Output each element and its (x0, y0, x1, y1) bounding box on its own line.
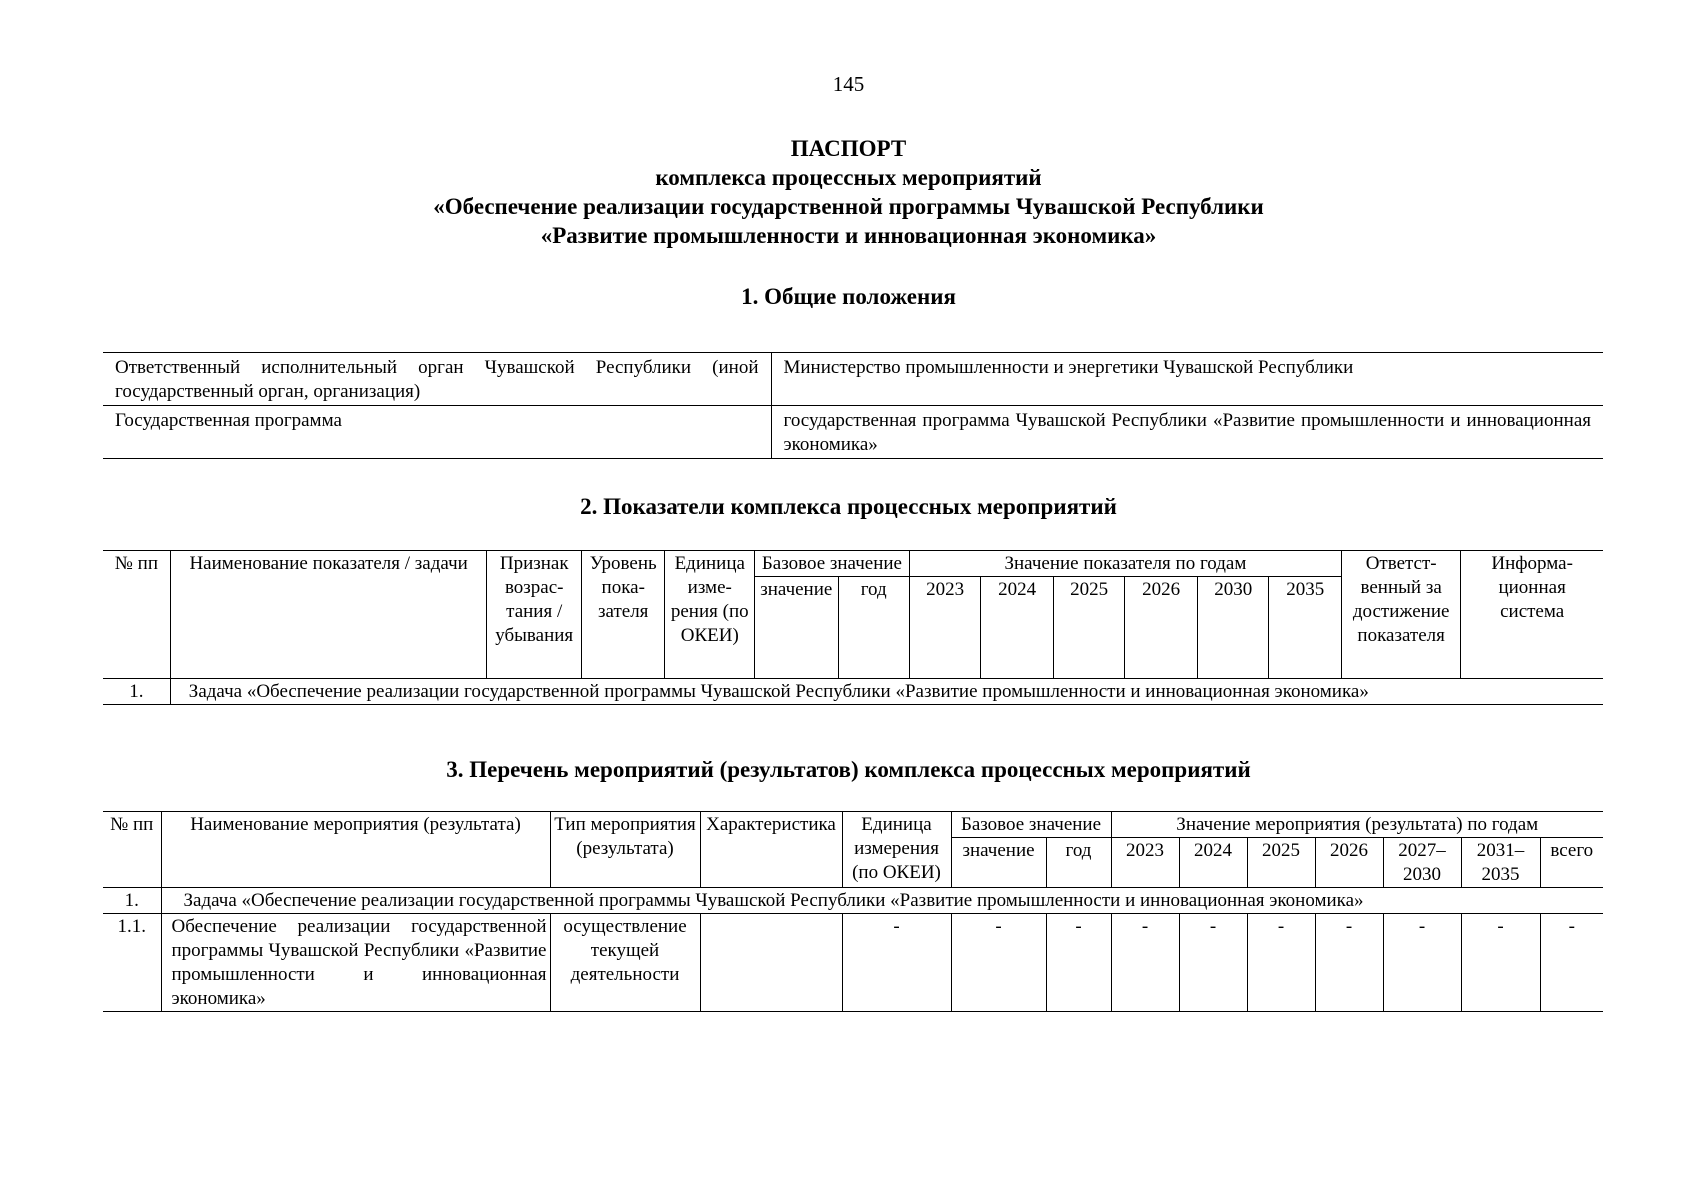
table-row (103, 888, 1603, 914)
col-num-header: № пп (103, 551, 170, 679)
col-unit-header: Единица измерения (по ОКЕИ) (665, 551, 755, 679)
item-year-value: - (1540, 914, 1603, 1012)
task-text: Задача «Обеспечение реализации государственной программы Чувашской Республики «Развитие промышленности и инновационная экономика» (161, 888, 1603, 914)
table-row (103, 679, 1603, 705)
program-label: Государственная программа (103, 406, 771, 459)
col-base-header: Базовое значение (951, 812, 1111, 838)
indicators-table (103, 550, 1603, 705)
item-num: 1.1. (103, 914, 161, 1012)
responsible-value: Министерство промышленности и энергетики Чувашской Республики (771, 353, 1603, 406)
col-years-header: Значение мероприятия (результата) по годам (1111, 812, 1603, 838)
general-info-table (103, 352, 1603, 459)
responsible-label: Ответственный исполнительный орган Чувашской Республики (иной государственный орган, организация) (103, 353, 771, 406)
task-num: 1. (103, 888, 161, 914)
col-base-value-header: значение (951, 838, 1046, 888)
year-header: 2030 (1197, 577, 1269, 679)
task-text: Задача «Обеспечение реализации государственной программы Чувашской Республики «Развитие промышленности и инновационная экономика» (170, 679, 1603, 705)
document-title-line4: «Развитие промышленности и инновационная экономика» (540, 223, 1157, 248)
col-base-value-header: значение (755, 577, 838, 679)
col-info-header: Информационная система (1461, 551, 1603, 679)
year-header: всего (1540, 838, 1603, 888)
col-base-header: Базовое значение (755, 551, 910, 577)
program-value: государственная программа Чувашской Республики «Развитие промышленности и инновационная экономика» (771, 406, 1603, 459)
col-num-header: № пп (103, 812, 161, 888)
section3-heading: 3. Перечень мероприятий (результатов) комплекса процессных мероприятий (446, 757, 1251, 782)
year-header: 2023 (909, 577, 981, 679)
document-subtitle: комплекса процессных мероприятий (655, 165, 1042, 190)
year-header: 2024 (1179, 838, 1247, 888)
col-name-header: Наименование мероприятия (результата) (161, 812, 550, 888)
col-type-header: Тип мероприятия (результата) (550, 812, 700, 888)
col-name-header: Наименование показателя / задачи (170, 551, 487, 679)
item-year-value: - (1247, 914, 1315, 1012)
document-title: ПАСПОРТ (790, 136, 907, 161)
table-row (103, 353, 1603, 406)
item-base-year: - (1046, 914, 1111, 1012)
item-year-value: - (1179, 914, 1247, 1012)
col-base-year-header: год (1046, 838, 1111, 888)
year-header: 2026 (1315, 838, 1383, 888)
item-year-value: - (1315, 914, 1383, 1012)
item-year-value: - (1383, 914, 1461, 1012)
year-header: 2025 (1247, 838, 1315, 888)
item-name: Обеспечение реализации государственной программы Чувашской Республики «Развитие промышленности и инновационная экономика» (161, 914, 550, 1012)
col-base-year-header: год (838, 577, 909, 679)
year-header: 2024 (981, 577, 1054, 679)
section2-heading: 2. Показатели комплекса процессных мероприятий (580, 494, 1117, 519)
col-unit-header: Единица измерения (по ОКЕИ) (842, 812, 951, 888)
item-char (700, 914, 842, 1012)
page-number: 145 (832, 72, 865, 96)
item-unit: - (842, 914, 951, 1012)
col-level-header: Уровень показателя (581, 551, 665, 679)
table-row (103, 914, 1603, 1012)
item-year-value: - (1461, 914, 1540, 1012)
col-char-header: Характеристика (700, 812, 842, 888)
item-type: осуществление текущей деятельности (550, 914, 700, 1012)
year-header: 2026 (1125, 577, 1198, 679)
item-year-value: - (1111, 914, 1179, 1012)
document-title-line3: «Обеспечение реализации государственной программы Чувашской Республики (433, 194, 1264, 219)
col-sign-header: Признак возрастания / убывания (487, 551, 581, 679)
header-row (103, 812, 1603, 838)
header-row (103, 551, 1603, 577)
year-header: 2031–2035 (1461, 838, 1540, 888)
year-header: 2027–2030 (1383, 838, 1461, 888)
col-years-header: Значение показателя по годам (909, 551, 1341, 577)
section1-heading: 1. Общие положения (741, 284, 956, 309)
table-row (103, 406, 1603, 459)
year-header: 2035 (1269, 577, 1342, 679)
measures-table (103, 811, 1603, 1012)
task-num: 1. (103, 679, 170, 705)
year-header: 2023 (1111, 838, 1179, 888)
col-responsible-header: Ответственный за достижение показателя (1341, 551, 1460, 679)
year-header: 2025 (1053, 577, 1125, 679)
item-base-value: - (951, 914, 1046, 1012)
